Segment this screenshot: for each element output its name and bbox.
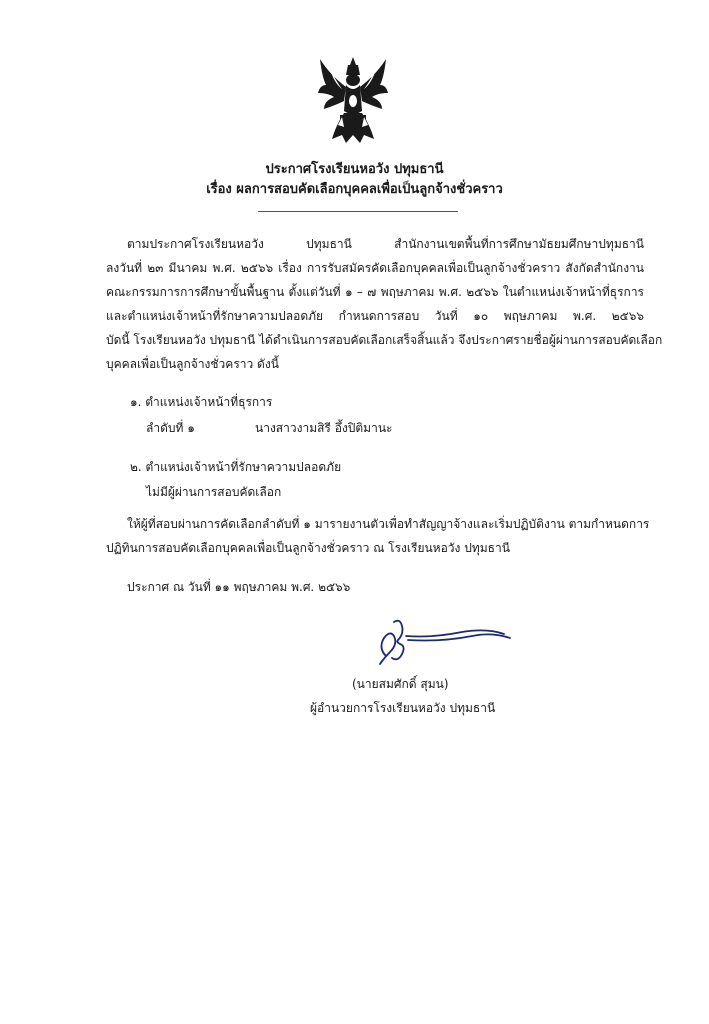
paragraph-line: บัดนี้ โรงเรียนหอวัง ปทุมธานี ได้ดำเนินการสอบคัดเลือกเสร็จสิ้นแล้ว จึงประกาศรายชื่อผู้ผ่านการสอบคัดเลือก <box>106 333 663 347</box>
item-1-name: นางสาวงามสิรี อึ้งปิติมานะ <box>255 421 393 435</box>
handwritten-signature <box>372 612 522 674</box>
paragraph-line: ตามประกาศโรงเรียนหอวัง ปทุมธานี สำนักงานเขตพื้นที่การศึกษามัธยมศึกษาปทุมธานี <box>127 237 644 251</box>
announcement-date: ประกาศ ณ วันที่ ๑๑ พฤษภาคม พ.ศ. ๒๕๖๖ <box>127 580 351 594</box>
paragraph-line: และตำแหน่งเจ้าหน้าที่รักษาความปลอดภัย กำหนดการสอบ วันที่ ๑๐ พฤษภาคม พ.ศ. ๒๕๖๖ <box>106 309 644 323</box>
paragraph-line: ลงวันที่ ๒๓ มีนาคม พ.ศ. ๒๕๖๖ เรื่อง การรับสมัครคัดเลือกบุคคลเพื่อเป็นลูกจ้างชั่วคราว สังกัดสำนักงาน <box>106 261 644 275</box>
item-2-title: ๒. ตำแหน่งเจ้าหน้าที่รักษาความปลอดภัย <box>130 460 342 474</box>
paragraph-line: ให้ผู้ที่สอบผ่านการคัดเลือกลำดับที่ ๑ มารายงานตัวเพื่อทำสัญญาจ้างและเริ่มปฏิบัติงาน ตามกำหนดการ <box>127 517 650 531</box>
item-1-title: ๑. ตำแหน่งเจ้าหน้าที่ธุรการ <box>130 395 273 409</box>
item-2-result: ไม่มีผู้ผ่านการสอบคัดเลือก <box>146 485 282 499</box>
signatory-position: ผู้อำนวยการโรงเรียนหอวัง ปทุมธานี <box>310 701 496 715</box>
paragraph-line: คณะกรรมการการศึกษาขั้นพื้นฐาน ตั้งแต่วันที่ ๑ – ๗ พฤษภาคม พ.ศ. ๒๕๖๖ ในตำแหน่งเจ้าหน้าที่ธุรการ <box>106 285 644 299</box>
paragraph-line: บุคคลเพื่อเป็นลูกจ้างชั่วคราว ดังนี้ <box>106 357 279 371</box>
signatory-name: (นายสมศักดิ์ สุมน) <box>352 677 449 691</box>
announcement-title: ประกาศโรงเรียนหอวัง ปทุมธานี <box>265 162 444 177</box>
item-1-rank: ลำดับที่ ๑ <box>146 421 195 435</box>
paragraph-line: ปฏิทินการสอบคัดเลือกบุคคลเพื่อเป็นลูกจ้างชั่วคราว ณ โรงเรียนหอวัง ปทุมธานี <box>106 541 510 555</box>
announcement-subject: เรื่อง ผลการสอบคัดเลือกบุคคลเพื่อเป็นลูกจ้างชั่วคราว <box>206 182 503 197</box>
title-divider <box>258 211 458 212</box>
garuda-emblem-icon <box>316 55 390 147</box>
